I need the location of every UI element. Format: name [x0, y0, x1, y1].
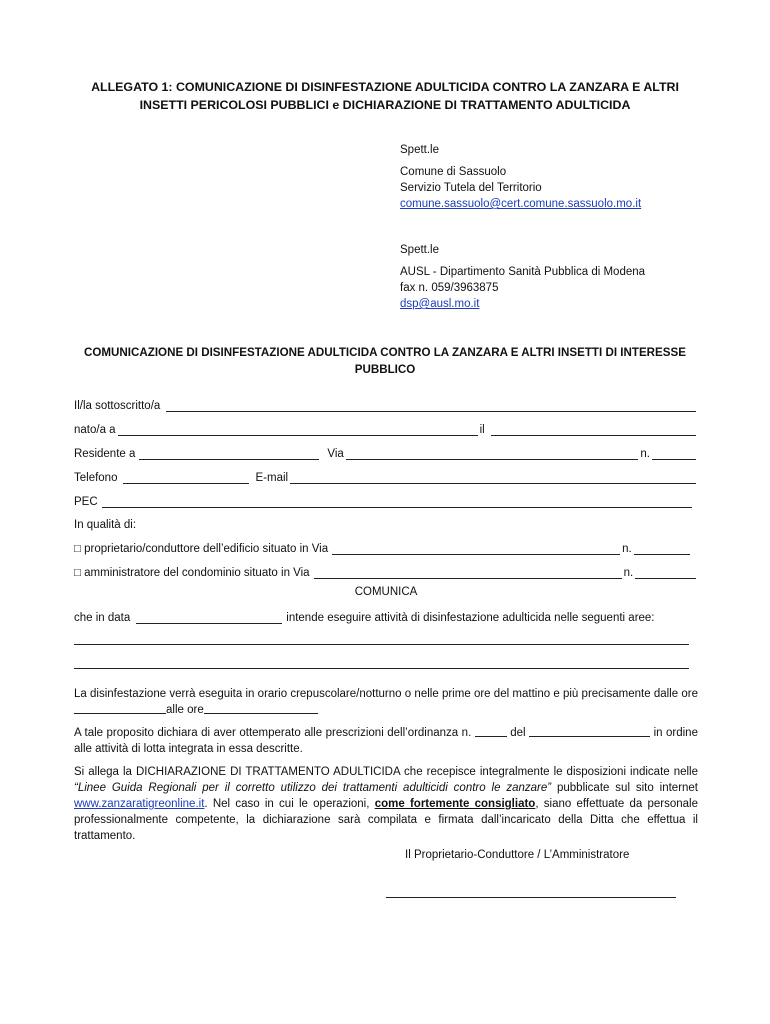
qualita-label: In qualità di: [74, 519, 137, 531]
title-line-1: ALLEGATO 1: COMUNICAZIONE DI DISINFESTAZIONE ADULTICIDA CONTRO LA ZANZARA E ALTRI [91, 80, 679, 94]
ordinanza-text: A tale proposito dichiara di aver ottemperato alle prescrizioni dell’ordinanza n. [74, 727, 472, 739]
consigliato-text: come fortemente consigliato [374, 798, 536, 810]
recipient-ausl-fax: fax n. 059/3963875 [400, 282, 499, 294]
amministratore-number-field[interactable] [635, 567, 696, 579]
pec-label: PEC [74, 496, 98, 508]
allegato-text-4: , siano effettuate da personale professionalmente competente, la dichiarazione sarà compilata e firmata dall’incaricato della Ditta che effettua il trattamento. [74, 798, 699, 842]
telefono-label: Telefono [74, 472, 118, 484]
zanzaratigre-link[interactable]: www.zanzaratigreonline.it [74, 798, 205, 810]
row-qualita [74, 516, 698, 531]
row-amministratore [74, 564, 698, 579]
row-residente [74, 445, 698, 460]
subtitle-line-2: PUBBLICO [354, 363, 416, 376]
nato-label: nato/a a [74, 424, 116, 436]
recipient-ausl-salutation: Spett.le [400, 244, 439, 256]
signature-line[interactable] [386, 897, 676, 898]
signature-label: Il Proprietario-Conduttore / L’Amministratore [405, 849, 630, 861]
recipient-comune-email-link[interactable]: comune.sassuolo@cert.comune.sassuolo.mo.it [400, 198, 642, 210]
alle-ore-label: alle ore [166, 704, 204, 716]
allegato-text-3: . Nel caso in cui le operazioni, [204, 798, 370, 810]
date-field[interactable] [136, 612, 282, 624]
row-telefono [74, 469, 698, 484]
recipient-comune [400, 142, 641, 212]
via-label: Via [327, 448, 344, 460]
row-pec [74, 493, 698, 508]
ordinanza-date-field[interactable] [529, 725, 650, 737]
row-proprietario [74, 540, 698, 555]
paragraph-orario [74, 686, 698, 718]
areas-line-2[interactable] [74, 668, 689, 669]
residente-label: Residente a [74, 448, 136, 460]
paragraph-ordinanza [74, 725, 698, 757]
subtitle-line-1: COMUNICAZIONE DI DISINFESTAZIONE ADULTICIDA CONTRO LA ZANZARA E ALTRI INSETTI DI INTERESSE [83, 346, 686, 359]
row-data [74, 609, 698, 624]
phone-field[interactable] [123, 472, 249, 484]
il-label: il [479, 424, 485, 436]
areas-line-1[interactable] [74, 644, 689, 645]
email-label: E-mail [255, 472, 289, 484]
sottoscritto-field[interactable] [166, 400, 696, 412]
n-label: n. [640, 448, 650, 460]
allegato-text-1: Si allega la DICHIARAZIONE DI TRATTAMENTO ADULTICIDA che recepisce integralmente le disposizioni indicate nelle [74, 766, 698, 778]
recipient-ausl-name: AUSL - Dipartimento Sanità Pubblica di Modena [400, 266, 646, 278]
ordinanza-text-2: in ordine alle attività di lotta integrata in essa descritte. [74, 727, 698, 755]
proprietario-checkbox[interactable]: □ proprietario/conduttore dell’edificio situato in Via [74, 543, 329, 555]
recipient-ausl-email-link[interactable]: dsp@ausl.mo.it [400, 298, 480, 310]
start-time-field[interactable] [74, 702, 166, 714]
birthplace-field[interactable] [118, 424, 478, 436]
section-subtitle [62, 344, 708, 378]
recipient-comune-salutation: Spett.le [400, 144, 439, 156]
residence-number-field[interactable] [652, 448, 696, 460]
recipient-comune-name: Comune di Sassuolo [400, 166, 507, 178]
recipient-ausl [400, 242, 645, 312]
data-label: che in data [74, 612, 131, 624]
residence-street-field[interactable] [346, 448, 639, 460]
title-line-2: INSETTI PERICOLOSI PUBBLICI e DICHIARAZIONE DI TRATTAMENTO ADULTICIDA [139, 98, 631, 112]
allegato-text-2: pubblicate sul sito internet [556, 782, 699, 794]
data-text-after: intende eseguire attività di disinfestazione adulticida nelle seguenti aree: [286, 612, 655, 624]
recipient-comune-dept: Servizio Tutela del Territorio [400, 182, 542, 194]
pec-field[interactable] [102, 496, 692, 508]
proprietario-n-label: n. [622, 543, 632, 555]
sottoscritto-label: Il/la sottoscritto/a [74, 400, 161, 412]
linee-guida-text: “Linee Guida Regionali per il corretto utilizzo dei trattamenti adulticidi contro le zanzare” [74, 782, 552, 794]
ordinanza-number-field[interactable] [475, 725, 507, 737]
amministratore-n-label: n. [623, 567, 634, 579]
row-sottoscritto [74, 397, 698, 412]
amministratore-checkbox[interactable]: □ amministratore del condominio situato in Via [74, 567, 310, 579]
birthdate-field[interactable] [491, 424, 696, 436]
document-title [60, 78, 710, 114]
comunica-heading: COMUNICA [354, 586, 418, 598]
email-field[interactable] [290, 472, 696, 484]
end-time-field[interactable] [204, 702, 318, 714]
proprietario-number-field[interactable] [634, 543, 690, 555]
paragraph-allegato [74, 764, 698, 844]
del-label: del [510, 727, 526, 739]
amministratore-street-field[interactable] [314, 567, 622, 579]
proprietario-street-field[interactable] [332, 543, 620, 555]
row-nato [74, 421, 698, 436]
residence-city-field[interactable] [139, 448, 319, 460]
orario-text: La disinfestazione verrà eseguita in orario crepuscolare/notturno o nelle prime ore del mattino e più precisamente dalle ore [74, 688, 698, 700]
